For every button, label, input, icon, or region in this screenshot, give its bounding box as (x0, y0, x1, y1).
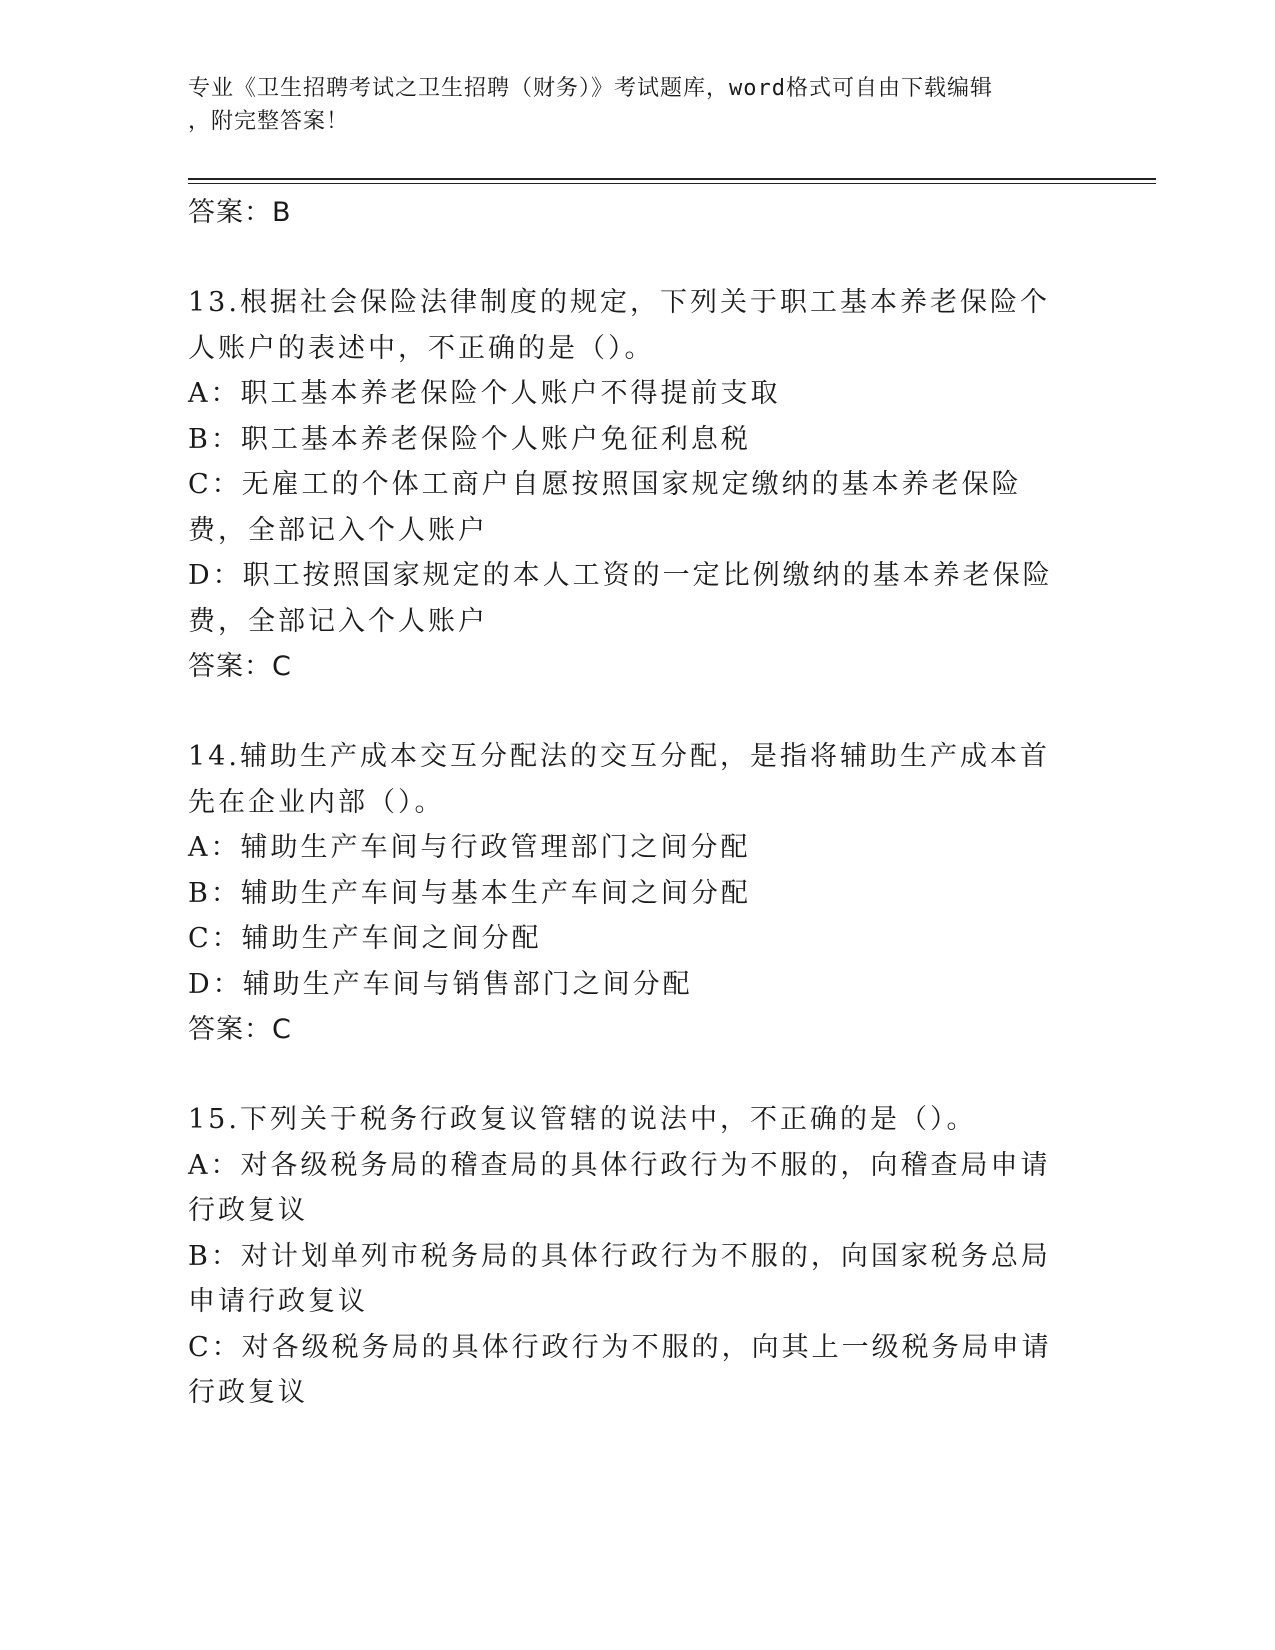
option-b: B：职工基本养老保险个人账户免征利息税 (188, 423, 751, 455)
question-stem: 13.根据社会保险法律制度的规定，下列关于职工基本养老保险个人账户的表述中，不正确的是（）。 (188, 287, 1050, 364)
option-a: A：职工基本养老保险个人账户不得提前支取 (188, 378, 781, 409)
question-15 (188, 1097, 1078, 1416)
header-line-2: ，附完整答案！ (188, 109, 350, 134)
document-body (188, 190, 1078, 1416)
option-a: A：对各级税务局的稽查局的具体行政行为不服的，向稽查局申请行政复议 (188, 1149, 1051, 1226)
option-d: D：职工按照国家规定的本人工资的一定比例缴纳的基本养老保险费，全部记入个人账户 (188, 560, 1053, 637)
option-b: B：对计划单列市税务局的具体行政行为不服的，向国家税务总局申请行政复议 (188, 1240, 1051, 1317)
question-stem: 14.辅助生产成本交互分配法的交互分配，是指将辅助生产成本首先在企业内部（）。 (188, 741, 1050, 818)
option-b: B：辅助生产车间与基本生产车间之间分配 (188, 877, 751, 909)
option-c: C：对各级税务局的具体行政行为不服的，向其上一级税务局申请行政复议 (188, 1331, 1052, 1408)
header-text (188, 72, 1068, 138)
option-c: C：无雇工的个体工商户自愿按照国家规定缴纳的基本养老保险费，全部记入个人账户 (188, 469, 1022, 546)
spacer (188, 689, 1078, 734)
spacer (188, 1052, 1078, 1097)
option-a: A：辅助生产车间与行政管理部门之间分配 (188, 832, 751, 863)
answer-line: 答案：C (188, 651, 292, 682)
header-rule-thick (188, 178, 1156, 180)
question-13 (188, 280, 1078, 689)
header-line-1: 专业《卫生招聘考试之卫生招聘（财务）》考试题库，word格式可自由下载编辑 (188, 76, 993, 101)
spacer (188, 235, 1078, 280)
answer-line: 答案：B (188, 197, 292, 228)
answer-line: 答案：C (188, 1014, 292, 1045)
option-d: D：辅助生产车间与销售部门之间分配 (188, 968, 693, 1000)
question-14 (188, 734, 1078, 1052)
question-stem: 15.下列关于税务行政复议管辖的说法中，不正确的是（）。 (188, 1104, 977, 1135)
option-c: C：辅助生产车间之间分配 (188, 923, 542, 954)
header-rule-thin (188, 183, 1156, 184)
